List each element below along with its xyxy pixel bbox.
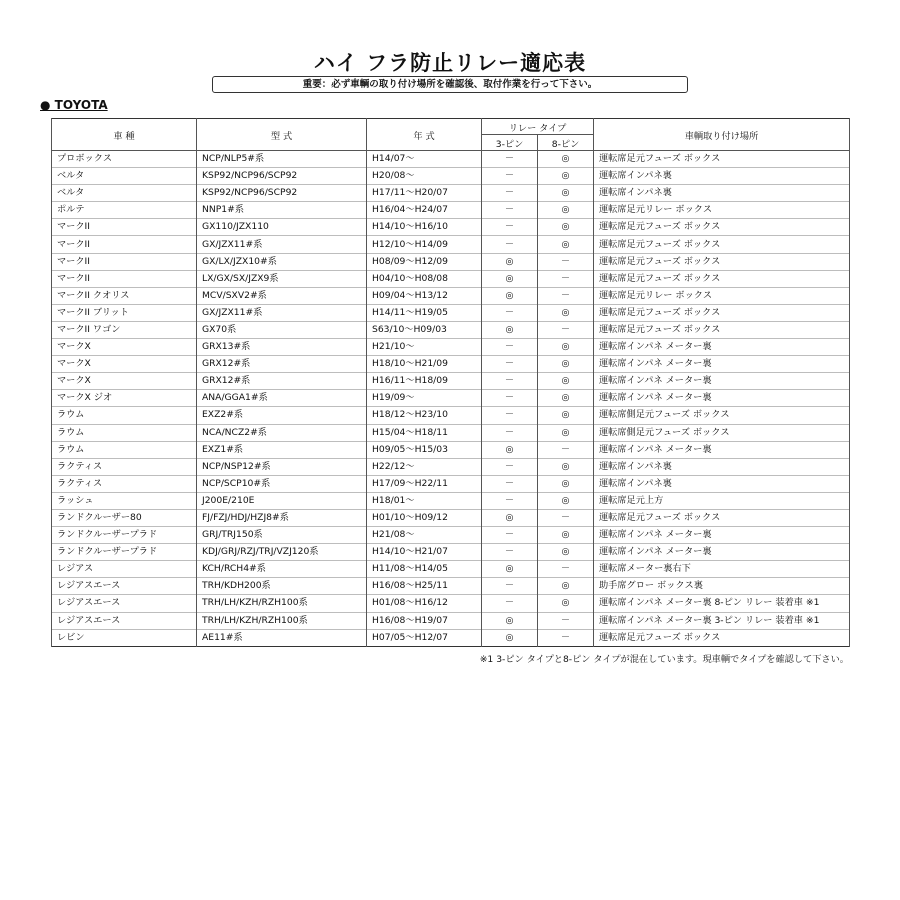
cell-8pin: ◎	[538, 407, 594, 424]
cell-model: レジアスエース	[52, 595, 197, 612]
table-row	[52, 168, 850, 185]
cell-8pin: ◎	[538, 492, 594, 509]
cell-model: ラウム	[52, 441, 197, 458]
cell-model: レジアス	[52, 561, 197, 578]
table-row	[52, 356, 850, 373]
table-row	[52, 253, 850, 270]
cell-type: ANA/GGA1#系	[197, 390, 367, 407]
table-row	[52, 236, 850, 253]
cell-8pin: ◎	[538, 202, 594, 219]
cell-type: KSP92/NCP96/SCP92	[197, 185, 367, 202]
cell-location: 運転席足元リレー ボックス	[594, 287, 850, 304]
cell-year: H18/10～H21/09	[367, 356, 482, 373]
cell-8pin: ◎	[538, 475, 594, 492]
header-3pin: 3-ピン	[482, 135, 538, 151]
cell-3pin: －	[482, 390, 538, 407]
cell-type: AE11#系	[197, 629, 367, 646]
cell-year: H14/10～H16/10	[367, 219, 482, 236]
cell-location: 運転席足元リレー ボックス	[594, 202, 850, 219]
cell-location: 運転席インパネ メーター裏	[594, 373, 850, 390]
cell-model: ラウム	[52, 407, 197, 424]
header-location: 車輌取り付け場所	[594, 119, 850, 151]
cell-year: S63/10～H09/03	[367, 321, 482, 338]
cell-model: レジアスエース	[52, 578, 197, 595]
cell-year: H16/04～H24/07	[367, 202, 482, 219]
cell-type: GX70系	[197, 321, 367, 338]
cell-model: ラクティス	[52, 475, 197, 492]
cell-8pin: －	[538, 441, 594, 458]
cell-year: H17/09～H22/11	[367, 475, 482, 492]
cell-location: 運転席足元フューズ ボックス	[594, 629, 850, 646]
cell-location: 運転席足元フューズ ボックス	[594, 151, 850, 168]
cell-3pin: ◎	[482, 441, 538, 458]
cell-location: 運転席足元フューズ ボックス	[594, 219, 850, 236]
table-row	[52, 561, 850, 578]
cell-year: H18/01～	[367, 492, 482, 509]
table-row	[52, 595, 850, 612]
cell-model: マークX	[52, 339, 197, 356]
cell-8pin: －	[538, 561, 594, 578]
cell-3pin: ◎	[482, 612, 538, 629]
cell-location: 運転席インパネ メーター裏	[594, 356, 850, 373]
cell-year: H14/07～	[367, 151, 482, 168]
cell-model: レビン	[52, 629, 197, 646]
cell-year: H01/08～H16/12	[367, 595, 482, 612]
cell-location: 運転席足元フューズ ボックス	[594, 304, 850, 321]
cell-3pin: －	[482, 219, 538, 236]
cell-8pin: ◎	[538, 595, 594, 612]
cell-type: KSP92/NCP96/SCP92	[197, 168, 367, 185]
cell-year: H09/04～H13/12	[367, 287, 482, 304]
cell-year: H09/05～H15/03	[367, 441, 482, 458]
cell-8pin: ◎	[538, 527, 594, 544]
cell-model: ポルテ	[52, 202, 197, 219]
cell-type: FJ/FZJ/HDJ/HZJ8#系	[197, 509, 367, 526]
cell-8pin: ◎	[538, 373, 594, 390]
cell-location: 運転席足元上方	[594, 492, 850, 509]
cell-model: ラウム	[52, 424, 197, 441]
cell-type: GX/JZX11#系	[197, 304, 367, 321]
cell-model: プロボックス	[52, 151, 197, 168]
cell-year: H11/08～H14/05	[367, 561, 482, 578]
cell-type: GRX12#系	[197, 373, 367, 390]
cell-3pin: －	[482, 339, 538, 356]
table-row	[52, 321, 850, 338]
cell-location: 運転席インパネ メーター裏	[594, 527, 850, 544]
cell-year: H04/10～H08/08	[367, 270, 482, 287]
cell-model: マークX	[52, 356, 197, 373]
cell-year: H21/10～	[367, 339, 482, 356]
cell-model: マークII	[52, 270, 197, 287]
cell-3pin: ◎	[482, 287, 538, 304]
cell-8pin: －	[538, 612, 594, 629]
cell-type: EXZ2#系	[197, 407, 367, 424]
cell-type: NNP1#系	[197, 202, 367, 219]
cell-location: 運転席インパネ メーター裏	[594, 441, 850, 458]
table-row	[52, 304, 850, 321]
cell-model: マークII ワゴン	[52, 321, 197, 338]
cell-model: レジアスエース	[52, 612, 197, 629]
cell-3pin: －	[482, 202, 538, 219]
cell-model: マークX	[52, 373, 197, 390]
table-row	[52, 287, 850, 304]
cell-3pin: ◎	[482, 561, 538, 578]
table-row	[52, 441, 850, 458]
cell-type: TRH/KDH200系	[197, 578, 367, 595]
cell-model: マークII	[52, 219, 197, 236]
cell-type: MCV/SXV2#系	[197, 287, 367, 304]
table-row	[52, 151, 850, 168]
cell-model: マークII ブリット	[52, 304, 197, 321]
important-notice: 重要：必ず車輌の取り付け場所を確認後、取付作業を行って下さい。	[212, 76, 688, 93]
cell-year: H19/09～	[367, 390, 482, 407]
table-row	[52, 458, 850, 475]
cell-3pin: －	[482, 236, 538, 253]
page-title: ハイ フラ防止リレー適応表	[313, 51, 587, 75]
cell-year: H17/11～H20/07	[367, 185, 482, 202]
cell-type: GX/JZX11#系	[197, 236, 367, 253]
cell-year: H14/10～H21/07	[367, 544, 482, 561]
cell-3pin: －	[482, 578, 538, 595]
cell-type: NCP/SCP10#系	[197, 475, 367, 492]
cell-model: マークII	[52, 253, 197, 270]
cell-type: GRJ/TRJ150系	[197, 527, 367, 544]
cell-3pin: －	[482, 475, 538, 492]
cell-model: ベルタ	[52, 168, 197, 185]
cell-year: H14/11～H19/05	[367, 304, 482, 321]
cell-3pin: －	[482, 356, 538, 373]
cell-3pin: －	[482, 544, 538, 561]
cell-type: NCA/NCZ2#系	[197, 424, 367, 441]
cell-3pin: ◎	[482, 509, 538, 526]
cell-location: 運転席インパネ裏	[594, 168, 850, 185]
table-row	[52, 202, 850, 219]
cell-8pin: －	[538, 270, 594, 287]
cell-model: ランドクルーザープラド	[52, 544, 197, 561]
cell-location: 助手席グロー ボックス裏	[594, 578, 850, 595]
cell-model: ラッシュ	[52, 492, 197, 509]
cell-8pin: －	[538, 287, 594, 304]
cell-year: H08/09～H12/09	[367, 253, 482, 270]
cell-type: EXZ1#系	[197, 441, 367, 458]
cell-8pin: －	[538, 321, 594, 338]
cell-type: NCP/NLP5#系	[197, 151, 367, 168]
table-row	[52, 509, 850, 526]
cell-type: KDJ/GRJ/RZJ/TRJ/VZJ120系	[197, 544, 367, 561]
cell-3pin: ◎	[482, 321, 538, 338]
header-year: 年 式	[367, 119, 482, 151]
cell-8pin: ◎	[538, 304, 594, 321]
cell-year: H16/08～H25/11	[367, 578, 482, 595]
cell-8pin: ◎	[538, 578, 594, 595]
cell-3pin: －	[482, 595, 538, 612]
cell-model: ランドクルーザー80	[52, 509, 197, 526]
cell-8pin: －	[538, 253, 594, 270]
header-8pin: 8-ピン	[538, 135, 594, 151]
cell-3pin: －	[482, 458, 538, 475]
cell-model: マークII クオリス	[52, 287, 197, 304]
cell-model: ラクティス	[52, 458, 197, 475]
table-row	[52, 544, 850, 561]
cell-8pin: ◎	[538, 339, 594, 356]
cell-3pin: －	[482, 424, 538, 441]
cell-location: 運転席インパネ メーター裏	[594, 390, 850, 407]
table-row	[52, 475, 850, 492]
cell-year: H15/04～H18/11	[367, 424, 482, 441]
table-row	[52, 407, 850, 424]
cell-3pin: －	[482, 492, 538, 509]
cell-8pin: ◎	[538, 236, 594, 253]
cell-8pin: ◎	[538, 151, 594, 168]
table-row	[52, 578, 850, 595]
cell-year: H22/12～	[367, 458, 482, 475]
table-body	[52, 151, 850, 647]
cell-8pin: －	[538, 629, 594, 646]
cell-3pin: －	[482, 151, 538, 168]
cell-8pin: ◎	[538, 356, 594, 373]
cell-year: H12/10～H14/09	[367, 236, 482, 253]
cell-location: 運転席足元フューズ ボックス	[594, 253, 850, 270]
cell-location: 運転席足元フューズ ボックス	[594, 270, 850, 287]
cell-3pin: －	[482, 373, 538, 390]
cell-location: 運転席インパネ裏	[594, 475, 850, 492]
cell-location: 運転席メーター裏右下	[594, 561, 850, 578]
cell-location: 運転席インパネ メーター裏 8-ピン リレー 装着車 ※1	[594, 595, 850, 612]
header-type: 型 式	[197, 119, 367, 151]
header-model: 車 種	[52, 119, 197, 151]
cell-location: 運転席インパネ メーター裏	[594, 544, 850, 561]
cell-type: GX110/JZX110	[197, 219, 367, 236]
cell-3pin: ◎	[482, 253, 538, 270]
cell-type: GRX13#系	[197, 339, 367, 356]
cell-model: マークX ジオ	[52, 390, 197, 407]
table-row	[52, 492, 850, 509]
cell-location: 運転席インパネ メーター裏 3-ピン リレー 装着車 ※1	[594, 612, 850, 629]
cell-8pin: ◎	[538, 544, 594, 561]
cell-location: 運転席足元フューズ ボックス	[594, 509, 850, 526]
cell-location: 運転席インパネ メーター裏	[594, 339, 850, 356]
cell-3pin: －	[482, 527, 538, 544]
relay-compatibility-table	[51, 118, 850, 647]
cell-8pin: ◎	[538, 458, 594, 475]
table-row	[52, 612, 850, 629]
cell-8pin: ◎	[538, 168, 594, 185]
maker-heading: ● TOYOTA	[40, 98, 108, 112]
table-row	[52, 424, 850, 441]
cell-3pin: ◎	[482, 629, 538, 646]
cell-model: ベルタ	[52, 185, 197, 202]
cell-3pin: －	[482, 304, 538, 321]
cell-type: GRX12#系	[197, 356, 367, 373]
table-row	[52, 270, 850, 287]
cell-model: ランドクルーザープラド	[52, 527, 197, 544]
cell-year: H16/08～H19/07	[367, 612, 482, 629]
cell-type: NCP/NSP12#系	[197, 458, 367, 475]
cell-8pin: ◎	[538, 185, 594, 202]
cell-year: H07/05～H12/07	[367, 629, 482, 646]
table-row	[52, 629, 850, 646]
footnote: ※1 3-ピン タイプと8-ピン タイプが混在しています。現車輌でタイプを確認して下さい。	[479, 654, 849, 665]
table-row	[52, 373, 850, 390]
cell-3pin: －	[482, 185, 538, 202]
cell-model: マークII	[52, 236, 197, 253]
cell-location: 運転席インパネ裏	[594, 185, 850, 202]
cell-3pin: －	[482, 407, 538, 424]
cell-type: J200E/210E	[197, 492, 367, 509]
cell-3pin: －	[482, 168, 538, 185]
cell-type: TRH/LH/KZH/RZH100系	[197, 595, 367, 612]
cell-type: TRH/LH/KZH/RZH100系	[197, 612, 367, 629]
cell-location: 運転席側足元フューズ ボックス	[594, 424, 850, 441]
cell-year: H01/10～H09/12	[367, 509, 482, 526]
cell-location: 運転席足元フューズ ボックス	[594, 321, 850, 338]
table-row	[52, 219, 850, 236]
cell-location: 運転席側足元フューズ ボックス	[594, 407, 850, 424]
cell-year: H20/08～	[367, 168, 482, 185]
cell-8pin: －	[538, 509, 594, 526]
cell-year: H21/08～	[367, 527, 482, 544]
table-row	[52, 527, 850, 544]
cell-type: GX/LX/JZX10#系	[197, 253, 367, 270]
cell-year: H18/12～H23/10	[367, 407, 482, 424]
cell-location: 運転席インパネ裏	[594, 458, 850, 475]
cell-year: H16/11～H18/09	[367, 373, 482, 390]
cell-type: LX/GX/SX/JZX9系	[197, 270, 367, 287]
cell-8pin: ◎	[538, 424, 594, 441]
cell-location: 運転席足元フューズ ボックス	[594, 236, 850, 253]
cell-8pin: ◎	[538, 390, 594, 407]
table-row	[52, 339, 850, 356]
table-row	[52, 390, 850, 407]
table-row	[52, 185, 850, 202]
cell-type: KCH/RCH4#系	[197, 561, 367, 578]
header-relay-type: リレー タイプ	[482, 119, 594, 135]
cell-8pin: ◎	[538, 219, 594, 236]
cell-3pin: ◎	[482, 270, 538, 287]
